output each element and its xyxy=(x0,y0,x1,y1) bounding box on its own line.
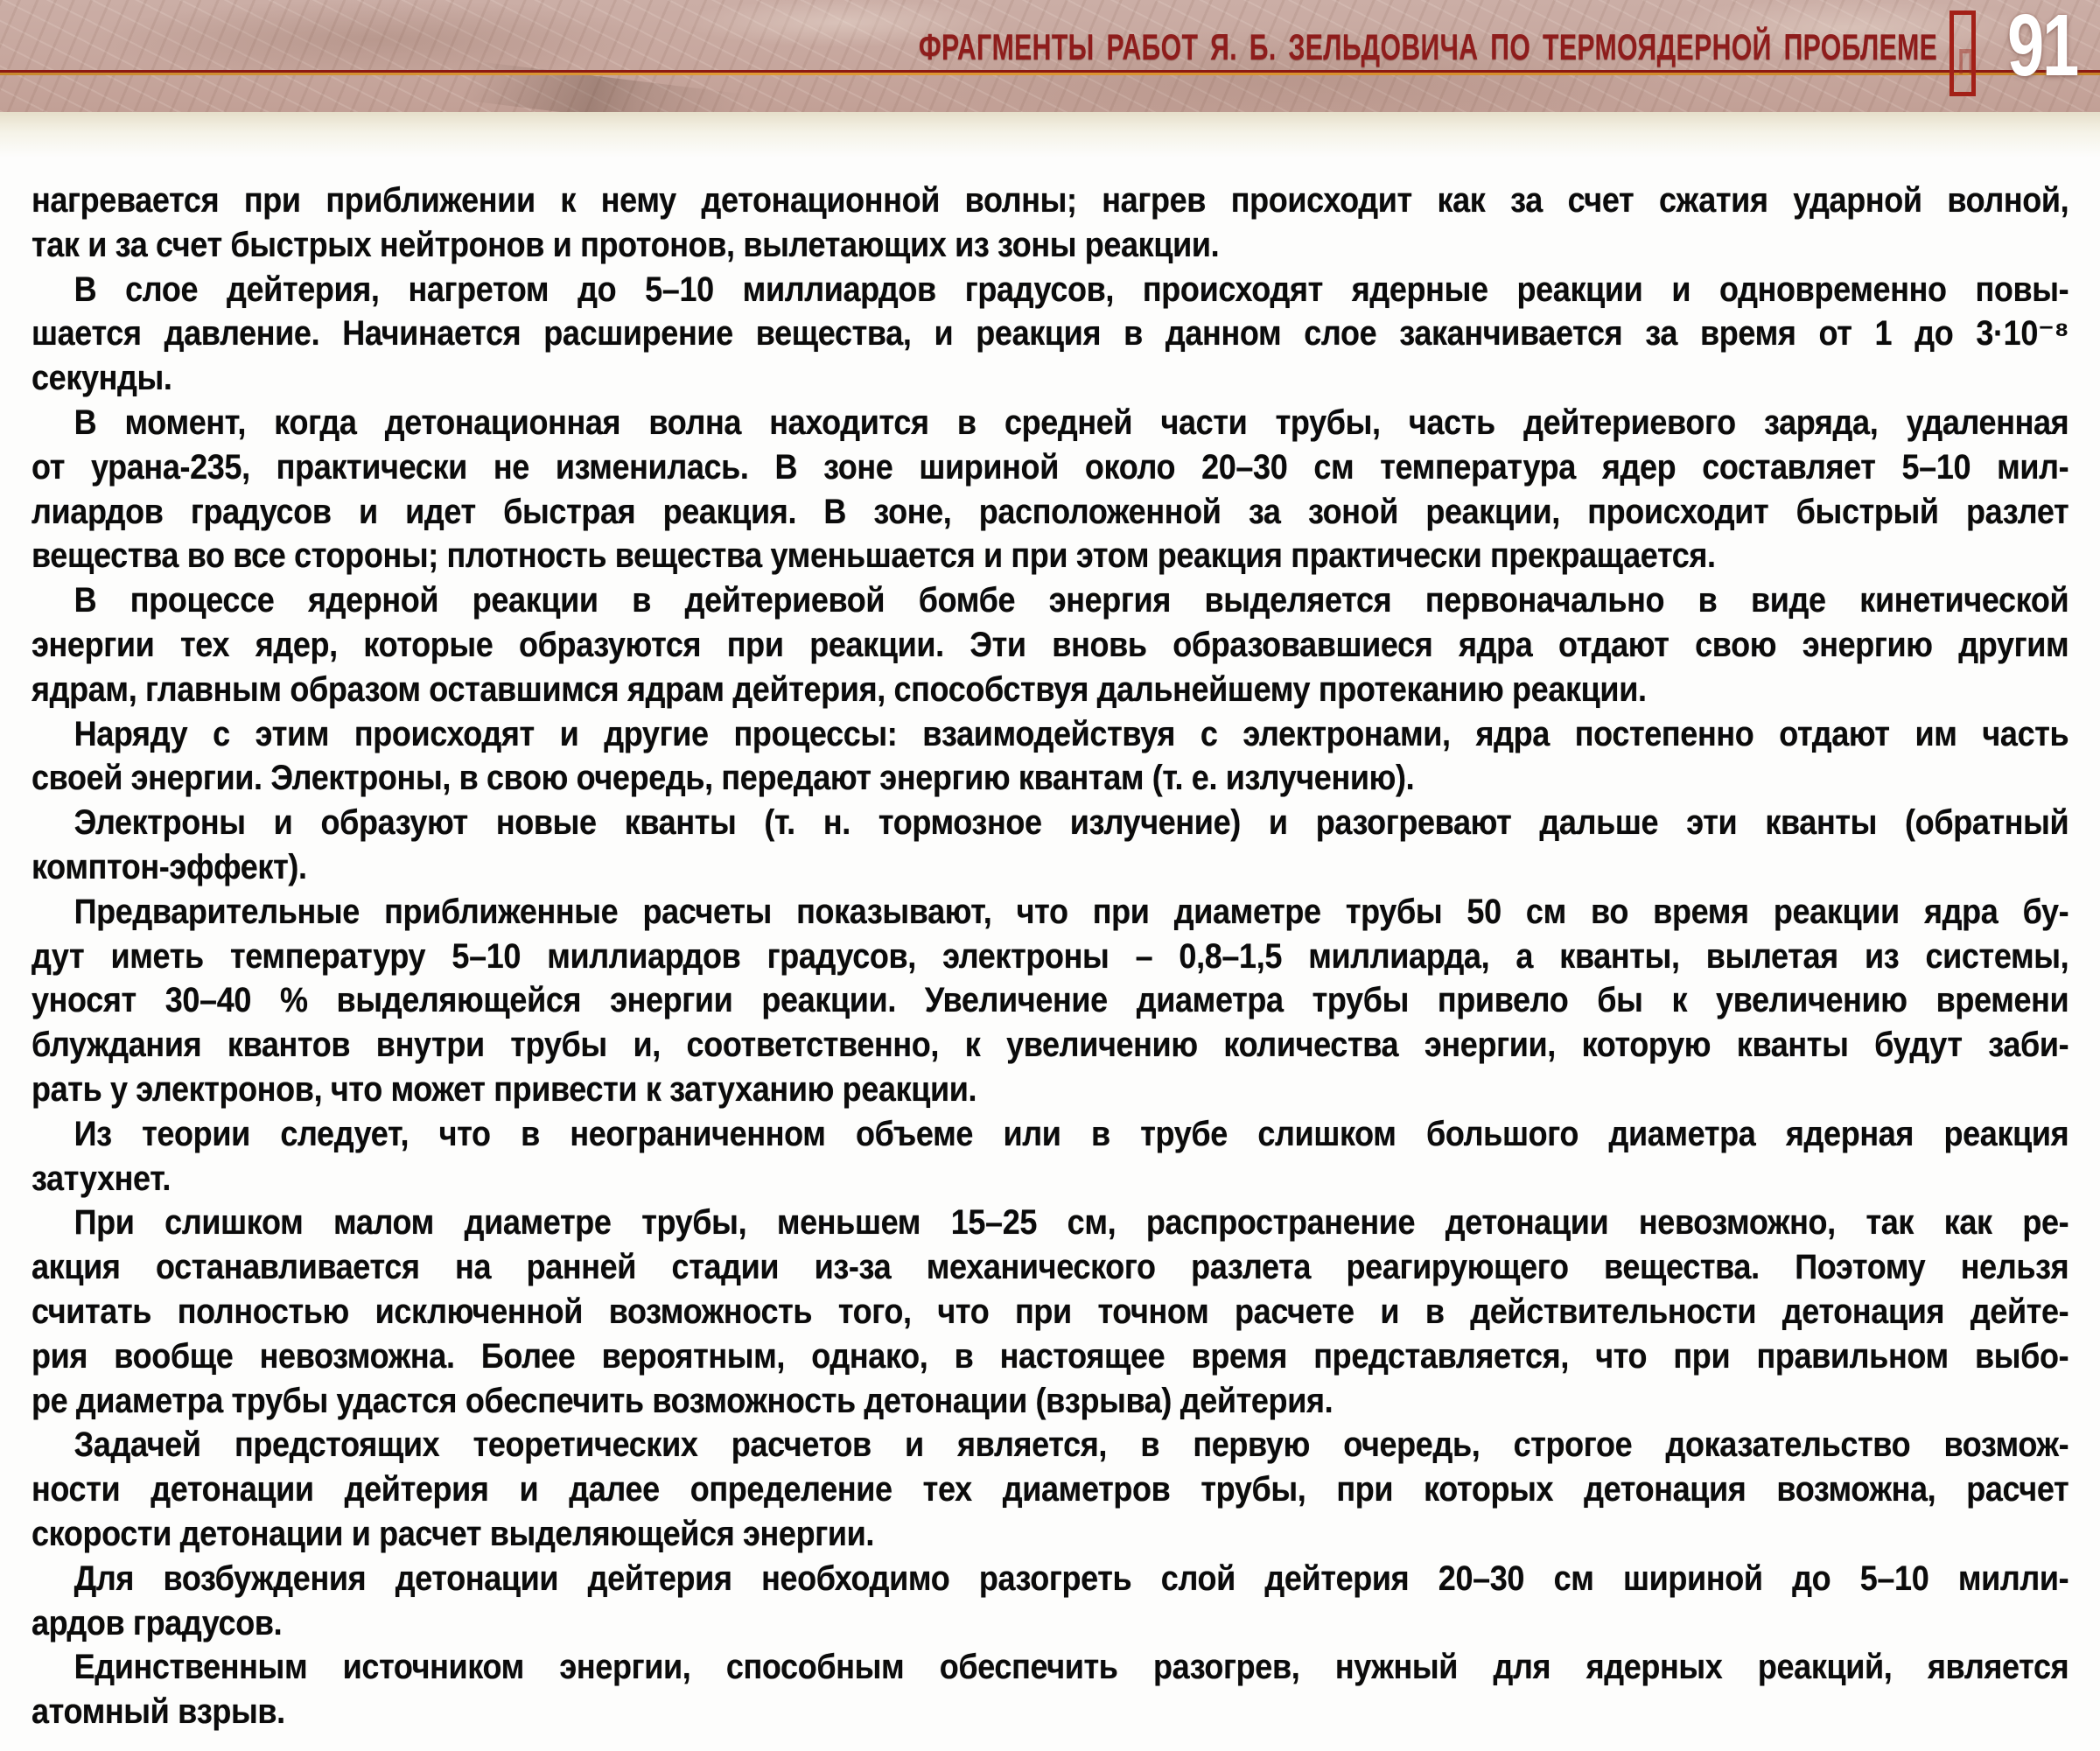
article-text xyxy=(32,179,2068,1734)
chapter-marker-box xyxy=(1950,11,1976,96)
text-line: шается давление. Начинается расширение вещества, и реакция в данном слое заканчивается за время от 1 до 3·10⁻⁸ xyxy=(32,314,2069,354)
text-line: атомный взрыв. xyxy=(32,1692,285,1732)
text-line: лиардов градусов и идет быстрая реакция. В зоне, расположенной за зоной реакции, происходит быстрый разлет xyxy=(32,492,2069,531)
header-rule-orange xyxy=(0,73,2100,75)
text-line: Единственным источником энергии, способным обеспечить разогрев, нужный для ядерных реакций, является xyxy=(74,1648,2069,1687)
text-line: В слое дейтерия, нагретом до 5–10 миллиардов градусов, происходят ядерные реакции и одновременно повы- xyxy=(74,270,2069,309)
text-line: Из теории следует, что в неограниченном объеме или в трубе слишком большого диаметра ядерная реакция xyxy=(74,1114,2069,1153)
text-line: блуждания квантов внутри трубы и, соответственно, к увеличению количества энергии, которую кванты будут заби- xyxy=(32,1026,2069,1065)
text-line: энергии тех ядер, которые образуются при реакции. Эти вновь образовавшиеся ядра отдают свою энергию другим xyxy=(32,625,2069,664)
header-band-fade xyxy=(0,112,2100,158)
text-line: считать полностью исключенной возможность того, что при точном расчете и в действительности детонация дейте- xyxy=(32,1292,2069,1331)
text-line: ядрам, главным образом оставшимся ядрам дейтерия, способствуя дальнейшему протеканию реакции. xyxy=(32,669,1647,709)
text-line: ности детонации дейтерия и далее определение тех диаметров трубы, при которых детонация возможна, расчет xyxy=(32,1470,2069,1509)
text-line: секунды. xyxy=(32,359,172,398)
text-line: так и за счет быстрых нейтронов и протонов, вылетающих из зоны реакции. xyxy=(32,225,1220,264)
text-line: ре диаметра трубы удастся обеспечить возможность детонации (взрыва) дейтерия. xyxy=(32,1381,1334,1420)
text-line: от урана-235, практически не изменилась. В зоне шириной около 20–30 см температура ядер составляет 5–10 мил- xyxy=(32,447,2069,487)
text-line: В процессе ядерной реакции в дейтериевой бомбе энергия выделяется первоначально в виде кинетической xyxy=(74,581,2069,620)
text-line: При слишком малом диаметре трубы, меньшем 15–25 см, распространение детонации невозможно, так как ре- xyxy=(74,1203,2069,1243)
text-line: ардов градусов. xyxy=(32,1603,283,1642)
text-line: Для возбуждения детонации дейтерия необходимо разогреть слой дейтерия 20–30 см шириной до 5–10 милли- xyxy=(74,1558,2069,1598)
text-line: своей энергии. Электроны, в свою очередь, передают энергию квантам (т. е. излучению). xyxy=(32,759,1415,798)
text-line: вещества во все стороны; плотность вещества уменьшается и при этом реакция практически прекращается. xyxy=(32,536,1716,576)
chapter-marker-glyph: П xyxy=(1957,41,1974,82)
text-line: акция останавливается на ранней стадии из-за механического разлета реагирующего вещества. Поэтому нельзя xyxy=(32,1248,2069,1287)
text-line: скорости детонации и расчет выделяющейся энергии. xyxy=(32,1514,875,1553)
text-line: рия вообще невозможна. Более вероятным, однако, в настоящее время представляется, что при правильном выбо- xyxy=(32,1336,2069,1376)
text-line: затухнет. xyxy=(32,1159,171,1198)
text-line: В момент, когда детонационная волна находится в средней части трубы, часть дейтериевого заряда, удаленная xyxy=(74,403,2069,442)
text-line: Предварительные приближенные расчеты показывают, что при диаметре трубы 50 см во время реакции ядра бу- xyxy=(74,892,2069,931)
text-line: Наряду с этим происходят и другие процессы: взаимодействуя с электронами, ядра постепенно отдают им часть xyxy=(74,714,2069,753)
text-line: нагревается при приближении к нему детонационной волны; нагрев происходит как за счет сжатия ударной волной, xyxy=(32,181,2069,220)
page-number: 91 xyxy=(2007,0,2077,95)
text-line: Электроны и образуют новые кванты (т. н. тормозное излучение) и разогревают дальше эти кванты (обратный xyxy=(74,803,2069,843)
text-line: Задачей предстоящих теоретических расчетов и является, в первую очередь, строгое доказательство возмож- xyxy=(74,1425,2069,1465)
running-title: ФРАГМЕНТЫ РАБОТ Я. Б. ЗЕЛЬДОВИЧА ПО ТЕРМОЯДЕРНОЙ ПРОБЛЕМЕ xyxy=(918,26,1937,67)
text-line: дут иметь температуру 5–10 миллиардов градусов, электроны – 0,8–1,5 миллиарда, а кванты, вылетая из системы, xyxy=(32,936,2069,976)
text-line: уносят 30–40 % выделяющейся энергии реакции. Увеличение диаметра трубы привело бы к увеличению времени xyxy=(32,981,2069,1020)
text-line: комптон-эффект). xyxy=(32,847,307,886)
text-line: рать у электронов, что может привести к затуханию реакции. xyxy=(32,1069,977,1109)
